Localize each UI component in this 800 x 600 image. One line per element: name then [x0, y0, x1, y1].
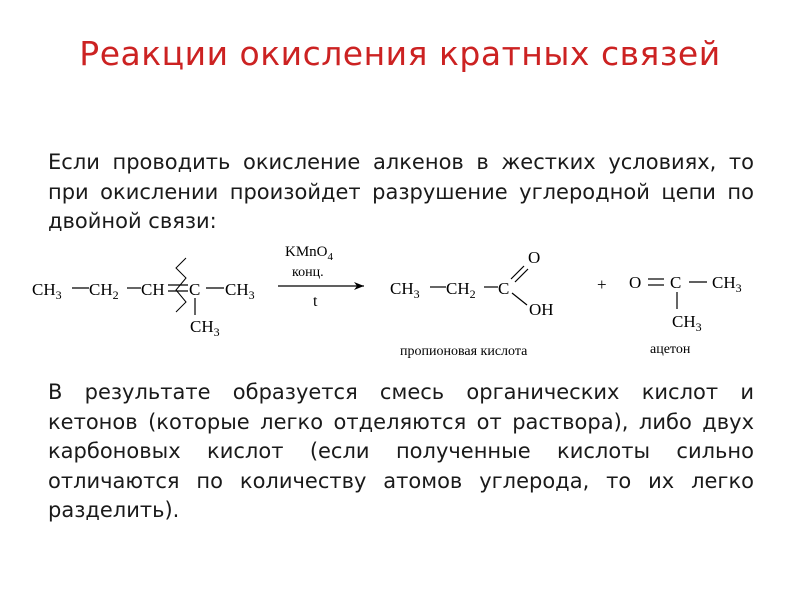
reactant-ch2: $CH_2$: [89, 280, 119, 302]
reagent-label: KMnO$_4$: [285, 244, 334, 263]
reactant-ch3-bottom: $CH_3$: [190, 317, 220, 339]
plus-sign: +: [597, 275, 607, 294]
product-propionic-acid: [390, 248, 554, 359]
product2-c: C: [670, 273, 682, 292]
concentration-label: конц.: [292, 265, 324, 280]
reactant-molecule: [32, 258, 255, 339]
product1-ch3: $CH_3$: [390, 279, 420, 301]
bond: [512, 293, 527, 305]
intro-paragraph: Если проводить окисление алкенов в жестких условиях, то при окислении произойдет разрушение углеродной цепи по двойной связи:: [48, 150, 754, 233]
product-acetone: [629, 273, 742, 357]
reactant-c: C: [189, 280, 201, 299]
product1-name: пропионовая кислота: [400, 344, 528, 359]
product1-o: O: [528, 248, 541, 267]
product2-name: ацетон: [650, 342, 691, 357]
result-paragraph: В результате образуется смесь органических кислот и кетонов (которые легко отделяются от раствора), либо двух карбоновых кислот (если полученные кислоты сильно отличаются по количеству атомов углерода, то их легко разделить).: [48, 380, 754, 522]
reactant-ch3-right: $CH_3$: [225, 280, 255, 302]
product2-ch3-bottom: $CH_3$: [672, 312, 702, 334]
reaction-scheme: [0, 236, 800, 366]
product2-ch3-right: $CH_3$: [712, 273, 742, 295]
reactant-ch3-left: $CH_3$: [32, 280, 62, 302]
product1-ch2: $CH_2$: [446, 279, 476, 301]
product1-oh: OH: [529, 300, 554, 319]
temperature-label: t: [313, 293, 318, 310]
product1-c: C: [498, 279, 510, 298]
product2-o: O: [629, 273, 642, 292]
double-bond-line: [511, 266, 524, 279]
slide-title: Реакции окисления кратных связей: [79, 34, 721, 73]
reaction-conditions: [278, 244, 364, 310]
double-bond-line: [515, 269, 528, 282]
reactant-ch: CH: [141, 280, 165, 299]
